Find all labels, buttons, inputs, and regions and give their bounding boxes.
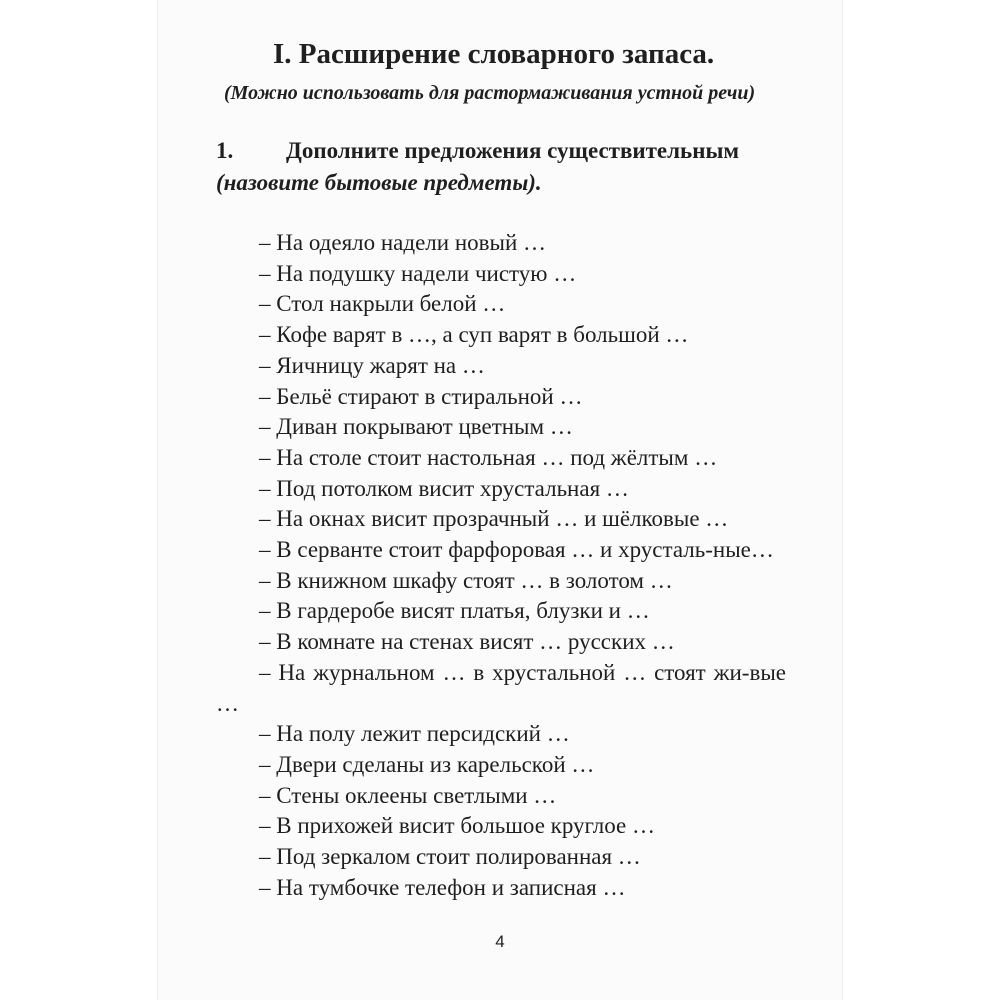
sentence-item: – На столе стоит настольная … под жёлтым … <box>259 444 718 470</box>
task-instruction: Дополните предложения существительным <box>286 138 740 163</box>
sentence-item: – Бельё стирают в стиральной … <box>259 383 583 409</box>
book-page <box>158 0 842 1000</box>
sentence-item: – В прихожей висит большое круглое … <box>259 813 656 839</box>
task-note: (назовите бытовые предметы). <box>216 170 542 195</box>
sentence-item: – На полу лежит персидский … <box>259 721 570 747</box>
sentence-item: – На тумбочке телефон и записная … <box>259 874 626 900</box>
sentence-list <box>216 228 786 903</box>
sentence-item: – Диван покрывают цветным … <box>259 414 573 440</box>
sentence-item: – В комнате на стенах висят … русских … <box>259 629 675 655</box>
sentence-item: – Под потолком висит хрустальная … <box>259 475 629 501</box>
sentence-item: – В серванте стоит фарфоровая … и хрусталь-ные… <box>259 537 774 563</box>
sentence-item: – На окнах висит прозрачный … и шёлковые … <box>259 506 729 532</box>
sentence-item: – Под зеркалом стоит полированная … <box>259 844 641 870</box>
sentence-item: – Яичницу жарят на … <box>259 352 485 378</box>
sentence-item: – Кофе варят в …, а суп варят в большой … <box>259 322 689 348</box>
sentence-item: – Стол накрыли белой … <box>259 291 506 317</box>
sentence-item: – Стены оклеены светлыми … <box>259 782 557 808</box>
sentence-item: – В гардеробе висят платья, блузки и … <box>259 598 650 624</box>
sentence-item: – На подушку надели чистую … <box>259 260 577 286</box>
section-subtitle: (Можно использовать для растормаживания устной речи) <box>224 82 756 104</box>
page-number: 4 <box>495 932 505 951</box>
task-number: 1. <box>216 138 234 163</box>
section-title: I. Расширение словарного запаса. <box>273 38 715 70</box>
sentence-item: – В книжном шкафу стоят … в золотом … <box>259 567 673 593</box>
sentence-item: – На журнальном … в хрустальной … стоят жи-вые … <box>216 659 786 716</box>
sentence-item: – Двери сделаны из карельской … <box>259 751 595 777</box>
sentence-item: – На одеяло надели новый … <box>259 230 547 255</box>
task-heading <box>216 138 739 164</box>
